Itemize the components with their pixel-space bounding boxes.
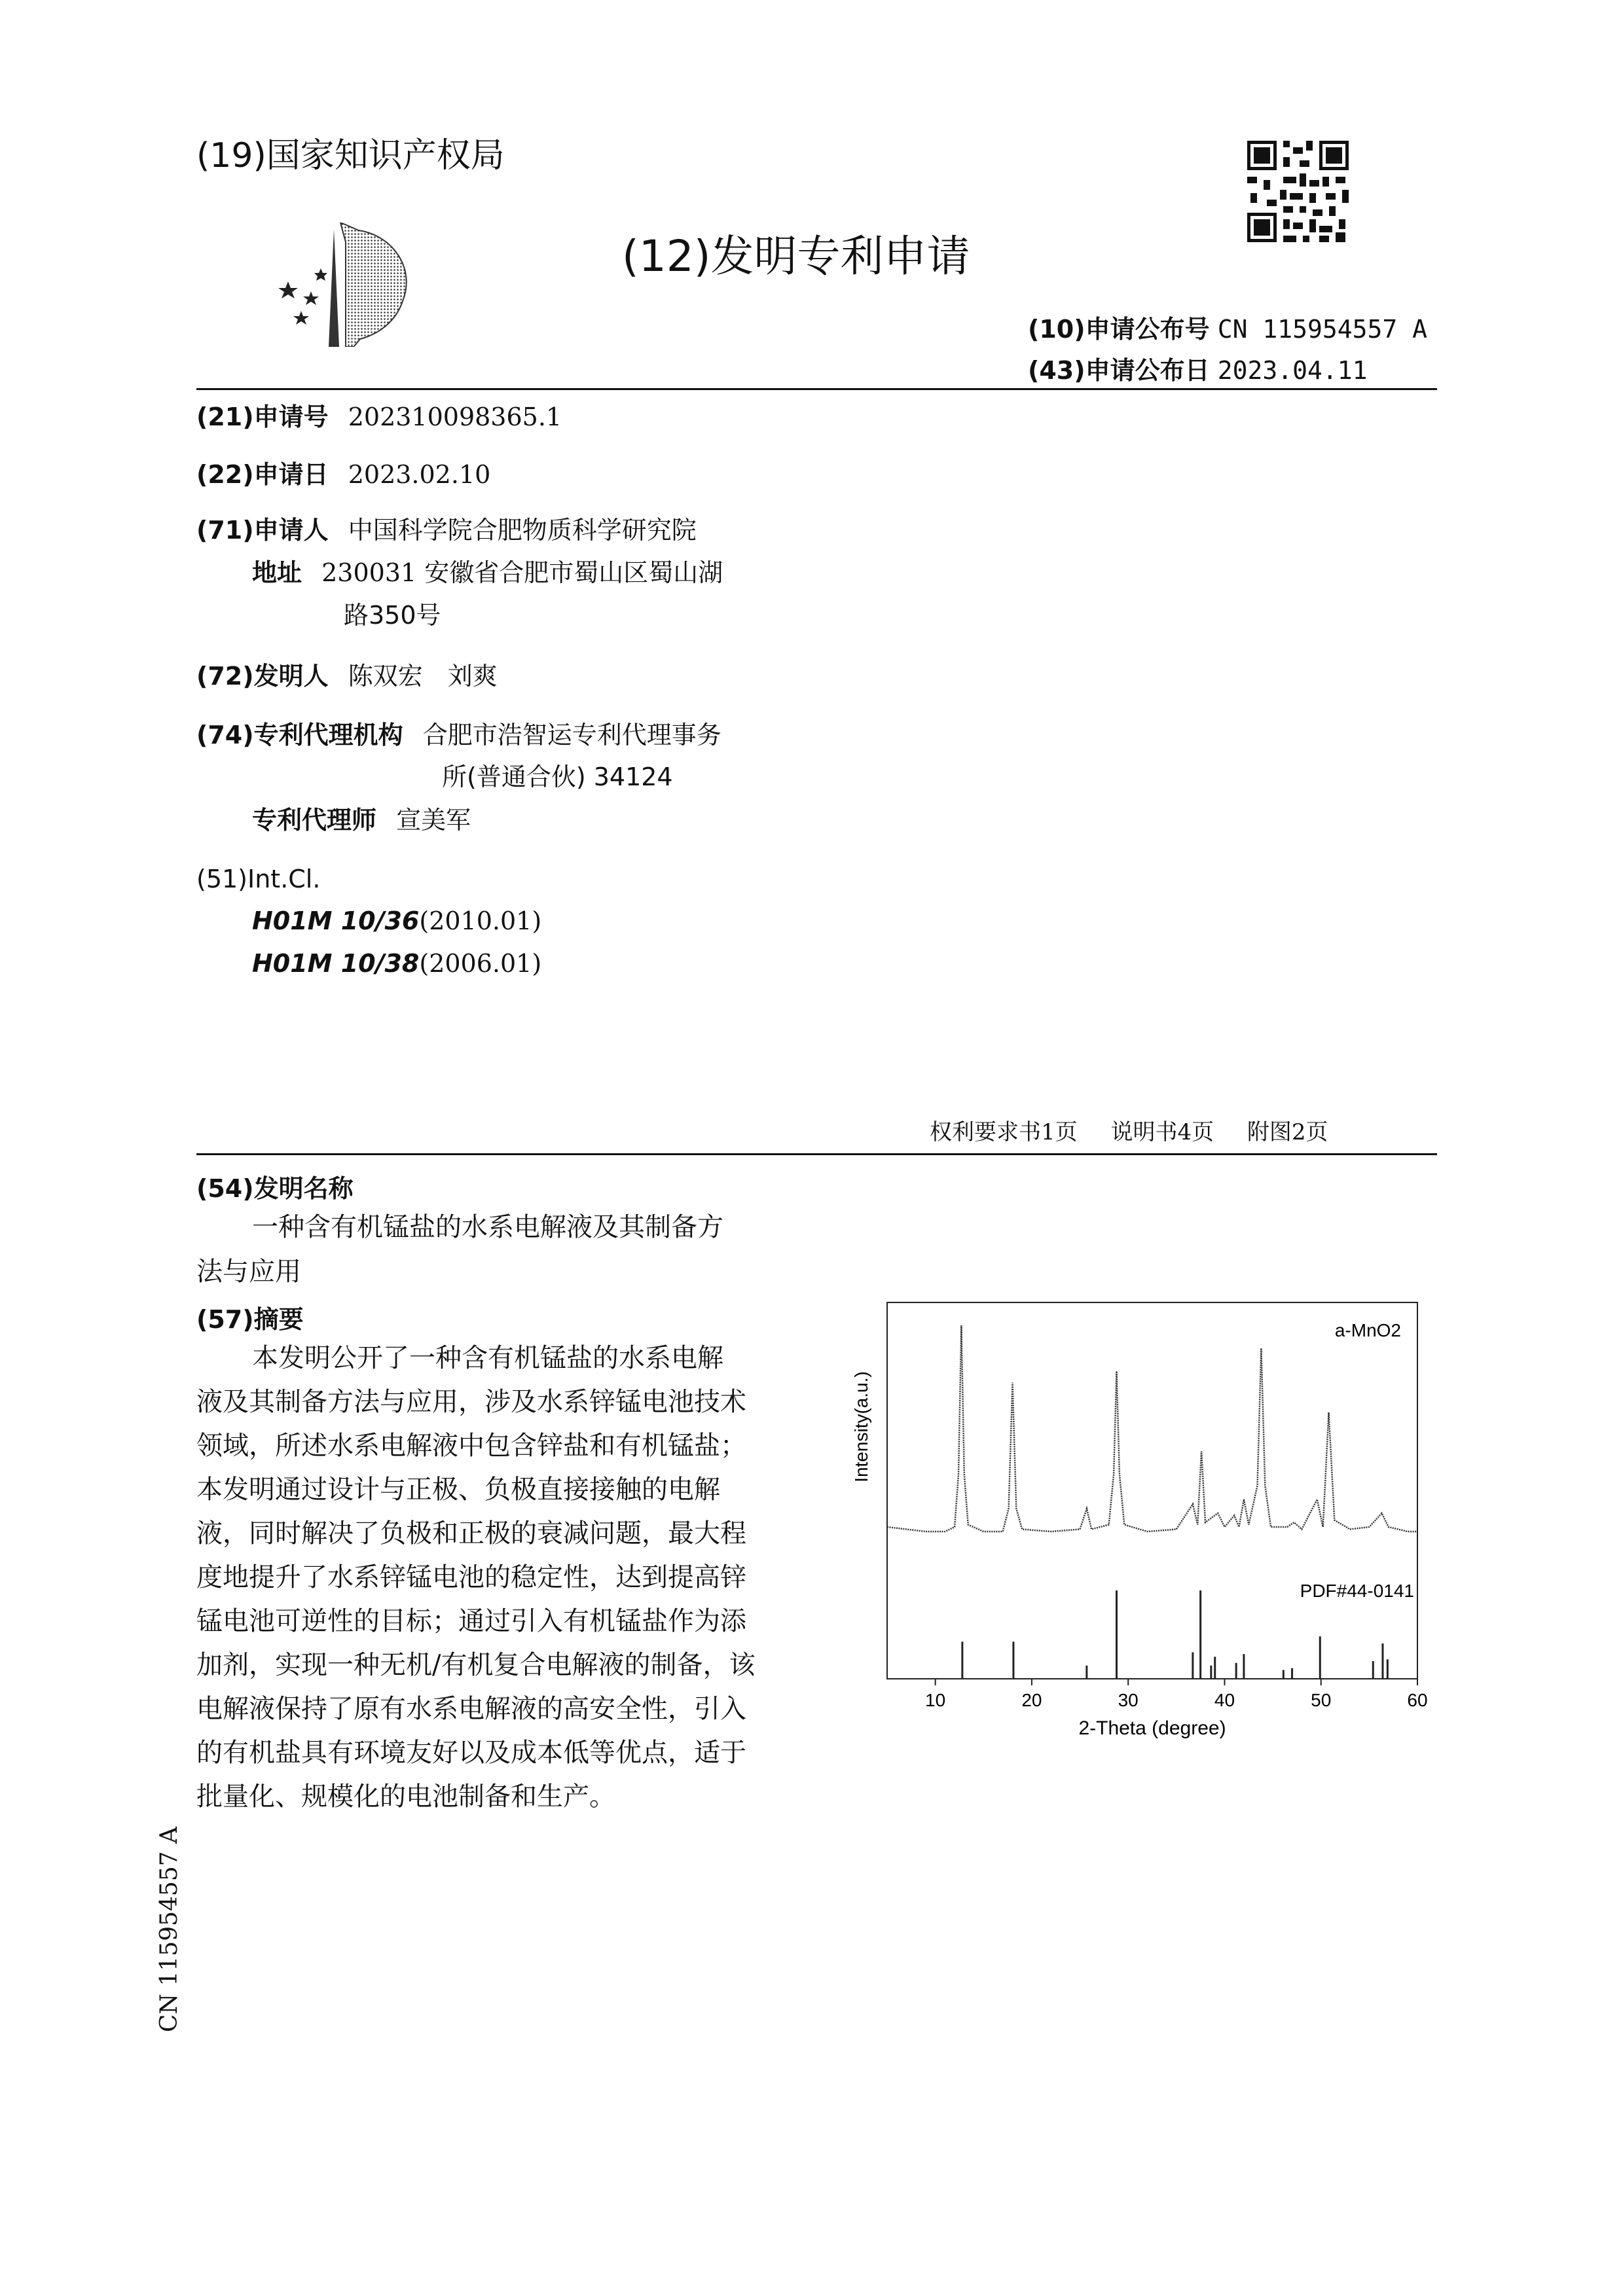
ipc-code: H01M 10/36 bbox=[252, 906, 420, 935]
application-date-label: (22)申请日 bbox=[196, 460, 329, 489]
ipc-entry bbox=[252, 906, 541, 935]
x-tick-label: 60 bbox=[1407, 1690, 1428, 1710]
application-date-row bbox=[196, 458, 490, 491]
agent: 宣美军 bbox=[396, 806, 471, 834]
drawings-pages: 附图2页 bbox=[1247, 1119, 1328, 1145]
publication-number: CN 115954557 A bbox=[1217, 315, 1428, 344]
applicant: 中国科学院合肥物质科学研究院 bbox=[348, 516, 697, 545]
abstract-line: 领域，所述水系电解液中包含锌盐和有机锰盐； bbox=[196, 1431, 746, 1461]
cnipa-logo-icon bbox=[268, 223, 426, 347]
address-line-1: 230031 安徽省合肥市蜀山区蜀山湖 bbox=[321, 558, 723, 587]
address-line-2: 路350号 bbox=[344, 601, 441, 630]
qr-code-icon bbox=[1244, 137, 1352, 245]
reference-pattern bbox=[962, 1590, 1387, 1679]
agency-row bbox=[196, 719, 721, 751]
application-number-label: (21)申请号 bbox=[196, 403, 329, 431]
abstract-line: 锰电池可逆性的目标；通过引入有机锰盐作为添 bbox=[196, 1606, 746, 1636]
x-axis-label: 2-Theta (degree) bbox=[1078, 1717, 1226, 1739]
inventors-label: (72)发明人 bbox=[196, 662, 329, 691]
abstract-line: 本发明通过设计与正极、负极直接接触的电解 bbox=[196, 1475, 720, 1505]
x-tick-label: 50 bbox=[1311, 1690, 1332, 1710]
ipc-entry bbox=[252, 949, 541, 978]
abstract-line: 度地提升了水系锌锰电池的稳定性，达到提高锌 bbox=[196, 1562, 746, 1592]
applicant-row bbox=[196, 514, 697, 547]
publication-number-row bbox=[1028, 309, 1427, 345]
series-legend-label: a-MnO2 bbox=[1334, 1320, 1401, 1340]
inventors-row bbox=[196, 660, 498, 692]
patent-office-name: (19)国家知识产权局 bbox=[196, 136, 505, 175]
agent-row bbox=[252, 804, 471, 836]
reference-label: PDF#44-0141 bbox=[1300, 1581, 1414, 1601]
abstract-line: 电解液保持了原有水系电解液的高安全性，引入 bbox=[196, 1694, 746, 1724]
abstract-text bbox=[196, 1336, 789, 1819]
invention-title-label: (54)发明名称 bbox=[196, 1174, 354, 1203]
x-tick-label: 10 bbox=[925, 1690, 946, 1710]
side-publication-number: CN 115954557 A bbox=[156, 1826, 183, 2032]
y-axis-label: Intensity(a.u.) bbox=[851, 1371, 871, 1482]
abstract-line: 本发明公开了一种含有机锰盐的水系电解 bbox=[252, 1343, 723, 1373]
application-number: 202310098365.1 bbox=[348, 403, 562, 431]
page-counts bbox=[930, 1114, 1328, 1146]
publication-date-row bbox=[1028, 350, 1368, 386]
publication-date: 2023.04.11 bbox=[1217, 356, 1368, 385]
header-divider bbox=[196, 388, 1437, 390]
invention-title-line-2: 法与应用 bbox=[196, 1257, 301, 1287]
x-tick-label: 30 bbox=[1118, 1690, 1139, 1710]
abstract-line: 液，同时解决了负极和正极的衰减问题，最大程 bbox=[196, 1518, 746, 1549]
abstract-line: 的有机盐具有环境友好以及成本低等优点，适于 bbox=[196, 1738, 746, 1768]
publication-date-label: (43)申请公布日 bbox=[1028, 356, 1210, 385]
publication-number-label: (10)申请公布号 bbox=[1028, 315, 1210, 344]
abstract-label: (57)摘要 bbox=[196, 1305, 304, 1334]
xrd-chart bbox=[838, 1296, 1453, 1754]
plot-frame bbox=[887, 1302, 1417, 1679]
inventors: 陈双宏 刘爽 bbox=[348, 662, 498, 691]
x-tick-label: 40 bbox=[1214, 1690, 1235, 1710]
document-type-title: (12)发明专利申请 bbox=[622, 231, 970, 281]
x-tick-label: 20 bbox=[1021, 1690, 1042, 1710]
abstract-line: 液及其制备方法与应用，涉及水系锌锰电池技术 bbox=[196, 1387, 746, 1417]
ipc-date: (2006.01) bbox=[419, 949, 542, 978]
x-axis-ticks bbox=[925, 1679, 1428, 1710]
agent-label: 专利代理师 bbox=[252, 806, 377, 834]
application-number-row bbox=[196, 401, 562, 433]
description-pages: 说明书4页 bbox=[1110, 1119, 1214, 1145]
agency-label: (74)专利代理机构 bbox=[196, 721, 403, 749]
series-line-a-mno2 bbox=[887, 1325, 1417, 1532]
section-divider bbox=[196, 1153, 1437, 1155]
abstract-line: 批量化、规模化的电池制备和生产。 bbox=[196, 1782, 615, 1812]
address-label: 地址 bbox=[252, 558, 302, 587]
abstract-line: 加剂，实现一种无机/有机复合电解液的制备，该 bbox=[196, 1650, 756, 1680]
agency-line-2: 所(普通合伙) 34124 bbox=[442, 762, 673, 791]
claims-pages: 权利要求书1页 bbox=[930, 1119, 1078, 1145]
application-date: 2023.02.10 bbox=[348, 460, 491, 489]
applicant-label: (71)申请人 bbox=[196, 516, 329, 545]
address-row bbox=[252, 556, 723, 589]
agency-line-1: 合肥市浩智运专利代理事务 bbox=[422, 721, 721, 749]
invention-title-line-1: 一种含有机锰盐的水系电解液及其制备方 bbox=[252, 1212, 723, 1242]
ipc-code: H01M 10/38 bbox=[252, 949, 420, 978]
ipc-label: (51)Int.Cl. bbox=[196, 865, 321, 893]
ipc-date: (2010.01) bbox=[419, 906, 542, 935]
